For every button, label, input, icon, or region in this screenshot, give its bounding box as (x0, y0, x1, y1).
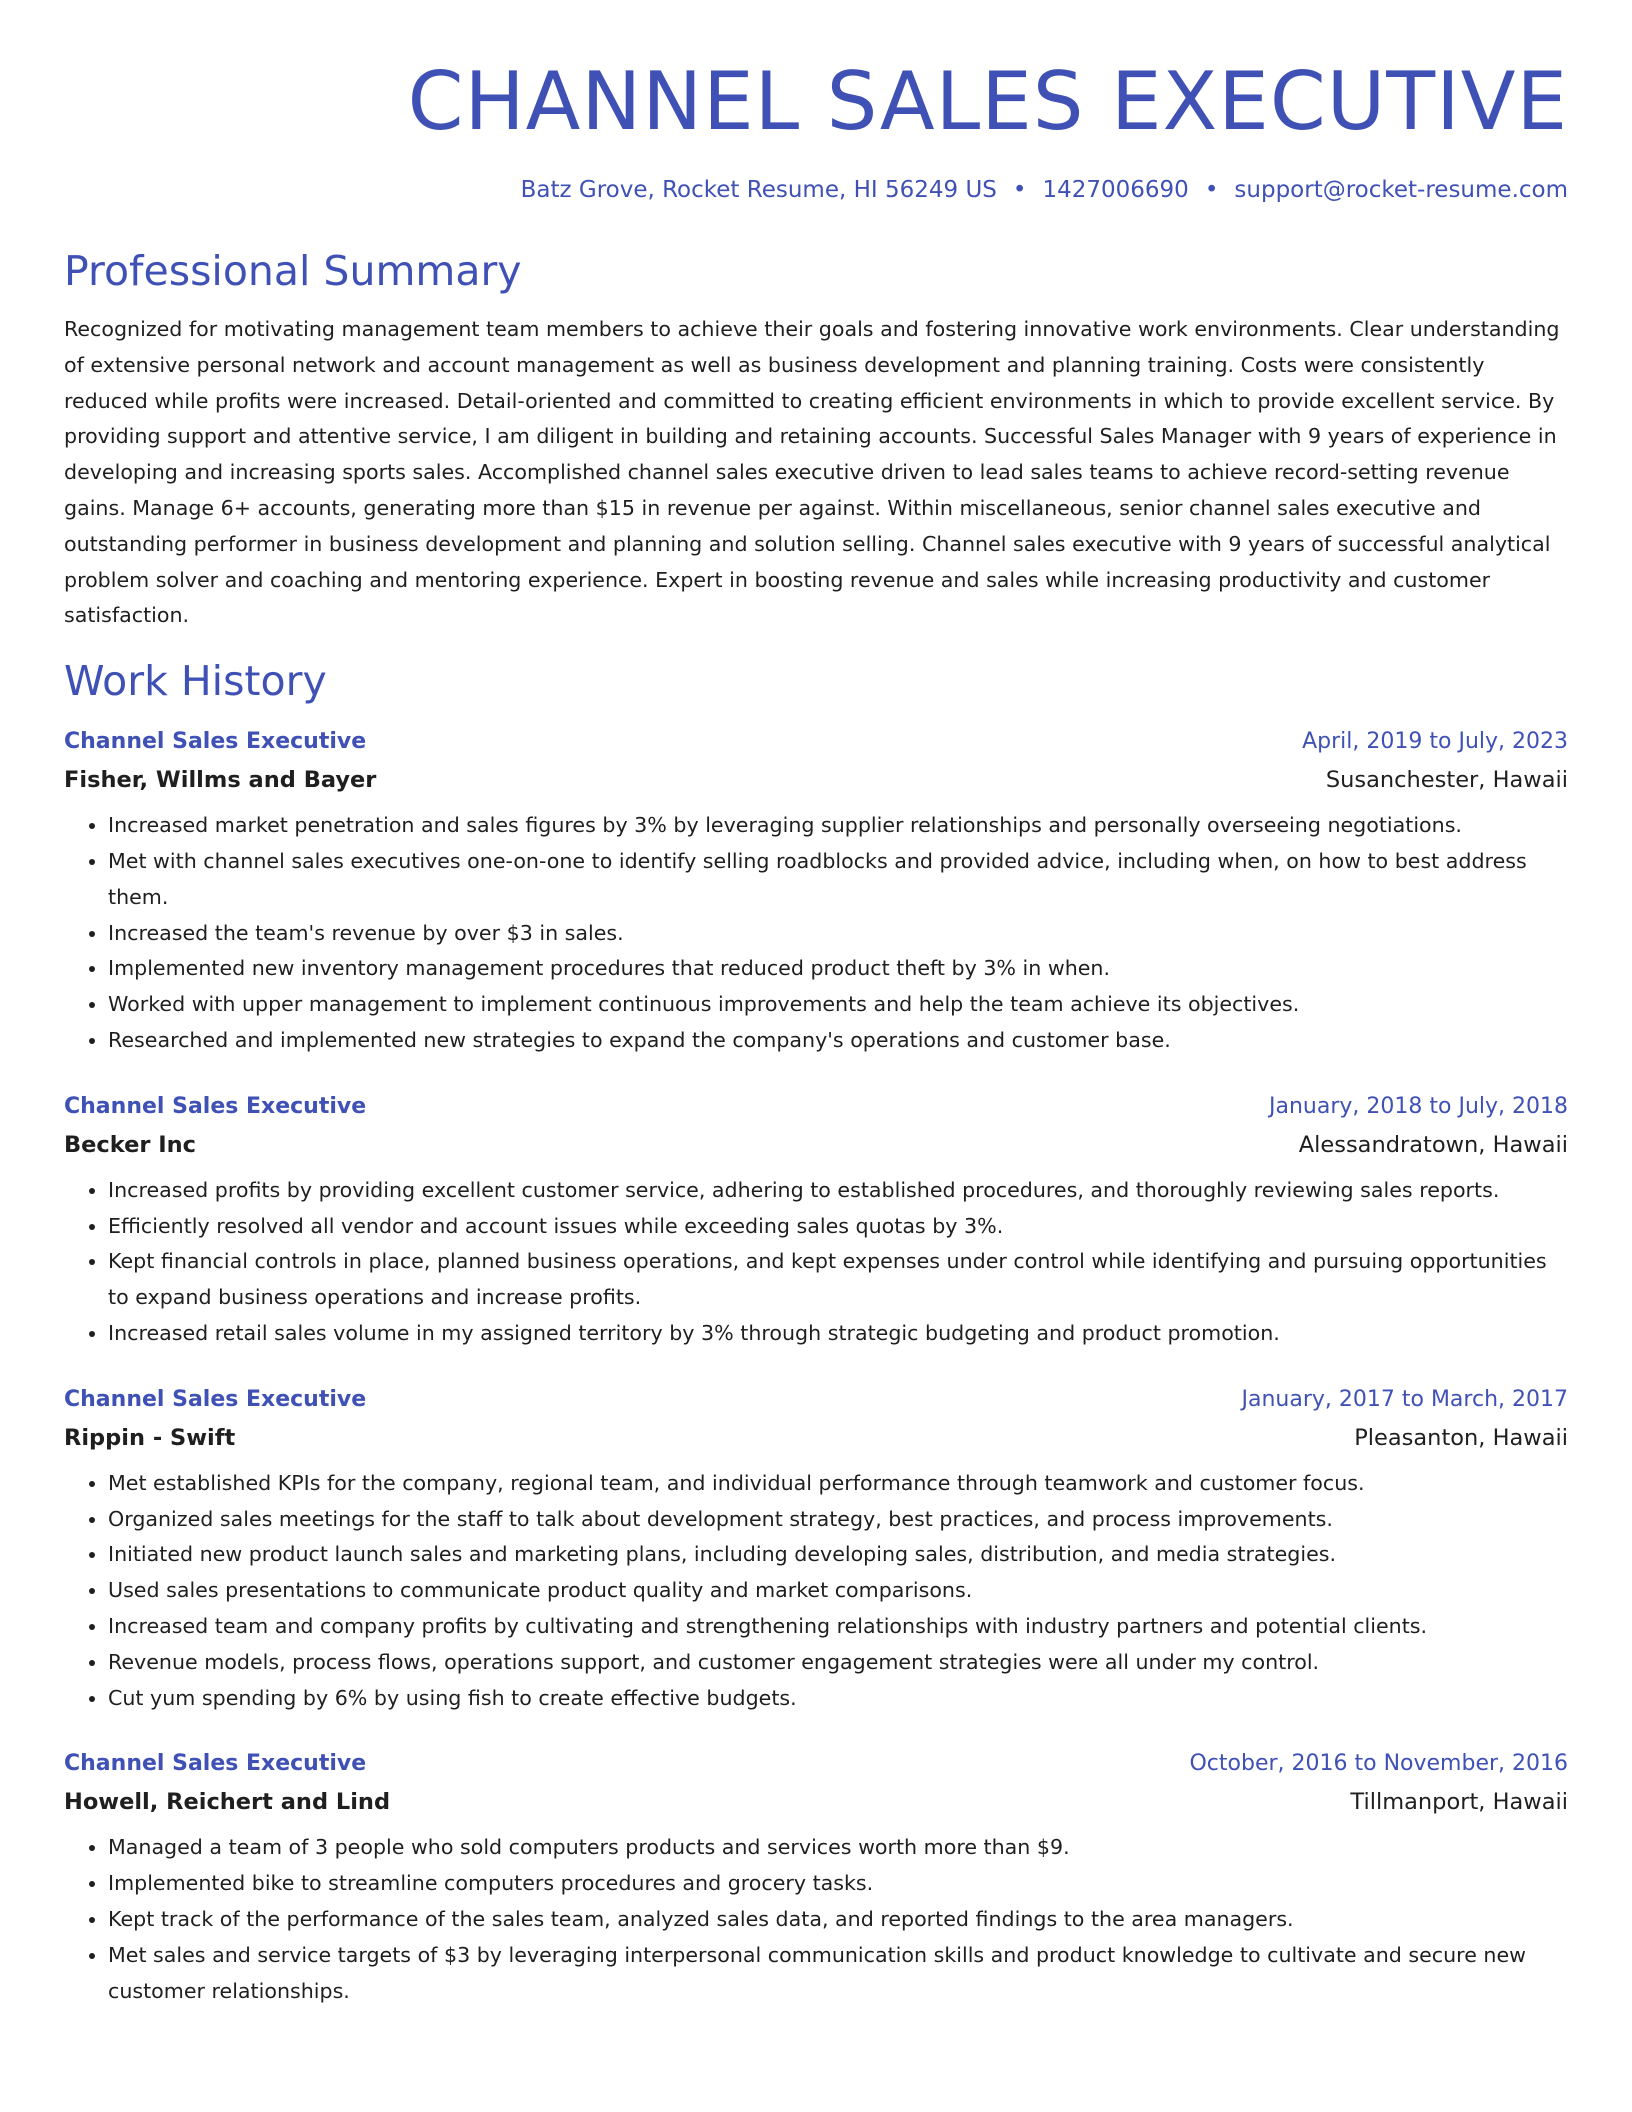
job-bullet-list (64, 1830, 1568, 2009)
job-location: Susanchester, Hawaii (1325, 767, 1568, 794)
job-bullet: • Initiated new product launch sales and marketing plans, including developing sales, distribution, and media strategies. (108, 1537, 1568, 1573)
job-bullet: • Worked with upper management to implement continuous improvements and help the team achieve its objectives. (108, 987, 1568, 1023)
job-entry (64, 1089, 1568, 1352)
job-bullet: • Researched and implemented new strategies to expand the company's operations and customer base. (108, 1023, 1568, 1059)
contact-phone: 1427006690 (1042, 177, 1189, 203)
job-dates: October, 2016 to November, 2016 (1189, 1751, 1568, 1777)
job-company: Becker Inc (64, 1131, 197, 1158)
job-bullet: • Used sales presentations to communicate product quality and market comparisons. (108, 1573, 1568, 1609)
job-bullet: • Increased profits by providing excellent customer service, adhering to established procedures, and thoroughly reviewing sales reports. (108, 1173, 1568, 1209)
resume-header (64, 52, 1568, 206)
job-bullet: • Increased team and company profits by cultivating and strengthening relationships with industry partners and potential clients. (108, 1609, 1568, 1645)
job-company-row (64, 1125, 1568, 1165)
job-bullet: • Increased market penetration and sales figures by 3% by leveraging supplier relationships and personally overseeing negotiations. (108, 808, 1568, 844)
job-company: Fisher, Willms and Bayer (64, 767, 377, 794)
job-bullet: • Revenue models, process flows, operations support, and customer engagement strategies were all under my control. (108, 1645, 1568, 1681)
job-company-row (64, 1418, 1568, 1458)
job-bullet: • Met with channel sales executives one-on-one to identify selling roadblocks and provided advice, including when, on how to best address them. (108, 844, 1568, 916)
job-title: Channel Sales Executive (64, 1751, 367, 1777)
job-bullet: • Efficiently resolved all vendor and account issues while exceeding sales quotas by 3%. (108, 1209, 1568, 1245)
job-entry (64, 1746, 1568, 2009)
job-dates: April, 2019 to July, 2023 (1302, 729, 1568, 755)
job-company-row (64, 1782, 1568, 1822)
job-title-row (64, 724, 1568, 760)
job-bullet: • Kept financial controls in place, planned business operations, and kept expenses under control while identifying and pursuing opportunities to expand business operations and increase profits. (108, 1244, 1568, 1316)
job-title: Channel Sales Executive (64, 729, 367, 755)
job-title-row (64, 1382, 1568, 1418)
job-bullet: • Managed a team of 3 people who sold computers products and services worth more than $9. (108, 1830, 1568, 1866)
job-bullet: • Organized sales meetings for the staff to talk about development strategy, best practices, and process improvements. (108, 1502, 1568, 1538)
job-company: Howell, Reichert and Lind (64, 1789, 391, 1816)
job-bullet: • Cut yum spending by 6% by using fish to create effective budgets. (108, 1681, 1568, 1717)
job-dates: January, 2018 to July, 2018 (1269, 1093, 1568, 1119)
job-company: Rippin - Swift (64, 1424, 236, 1451)
contact-separator: • (1012, 177, 1027, 203)
contact-address: Batz Grove, Rocket Resume, HI 56249 US (520, 177, 997, 203)
job-title-row (64, 1746, 1568, 1782)
contact-email: support@rocket-resume.com (1234, 177, 1568, 203)
job-bullet: • Met established KPIs for the company, regional team, and individual performance through teamwork and customer focus. (108, 1466, 1568, 1502)
job-bullet-list (64, 1466, 1568, 1717)
job-bullet: • Kept track of the performance of the sales team, analyzed sales data, and reported findings to the area managers. (108, 1902, 1568, 1938)
candidate-name: CHANNEL SALES EXECUTIVE (407, 55, 1568, 148)
job-entry (64, 724, 1568, 1059)
job-title: Channel Sales Executive (64, 1093, 367, 1119)
work-history-heading: Work History (64, 657, 327, 706)
job-location: Pleasanton, Hawaii (1354, 1424, 1568, 1451)
job-title-row (64, 1089, 1568, 1125)
job-bullet: • Increased retail sales volume in my assigned territory by 3% through strategic budgeting and product promotion. (108, 1316, 1568, 1352)
job-bullet-list (64, 1173, 1568, 1352)
job-dates: January, 2017 to March, 2017 (1241, 1386, 1568, 1412)
job-bullet: • Implemented new inventory management procedures that reduced product theft by 3% in when. (108, 951, 1568, 987)
job-location: Tillmanport, Hawaii (1350, 1789, 1568, 1816)
job-bullet-list (64, 808, 1568, 1059)
work-history-list (64, 724, 1568, 2009)
job-entry (64, 1382, 1568, 1717)
job-company-row (64, 760, 1568, 800)
summary-text: Recognized for motivating management team members to achieve their goals and fostering innovative work environments. Clear understanding of extensive personal network and account management as well as business development and planning training. Costs were consistently reduced while profits were increased. Detail-oriented and committed to creating efficient environments in which to provide excellent service. By providing support and attentive service, I am diligent in building and retaining accounts. Successful Sales Manager with 9 years of experience in developing and increasing sports sales. Accomplished channel sales executive driven to lead sales teams to achieve record-setting revenue gains. Manage 6+ accounts, generating more than $15 in revenue per against. Within miscellaneous, senior channel sales executive and outstanding performer in business development and planning and solution selling. Channel sales executive with 9 years of successful analytical problem solver and coaching and mentoring experience. Expert in boosting revenue and sales while increasing productivity and customer satisfaction. (64, 317, 1560, 628)
job-bullet: • Increased the team's revenue by over $3 in sales. (108, 916, 1568, 952)
job-title: Channel Sales Executive (64, 1386, 367, 1412)
job-location: Alessandratown, Hawaii (1298, 1131, 1568, 1158)
job-bullet: • Met sales and service targets of $3 by leveraging interpersonal communication skills and product knowledge to cultivate and secure new customer relationships. (108, 1938, 1568, 2010)
contact-line (64, 174, 1568, 206)
summary-heading: Professional Summary (64, 247, 522, 295)
contact-separator: • (1204, 177, 1219, 203)
job-bullet: • Implemented bike to streamline computers procedures and grocery tasks. (108, 1866, 1568, 1902)
